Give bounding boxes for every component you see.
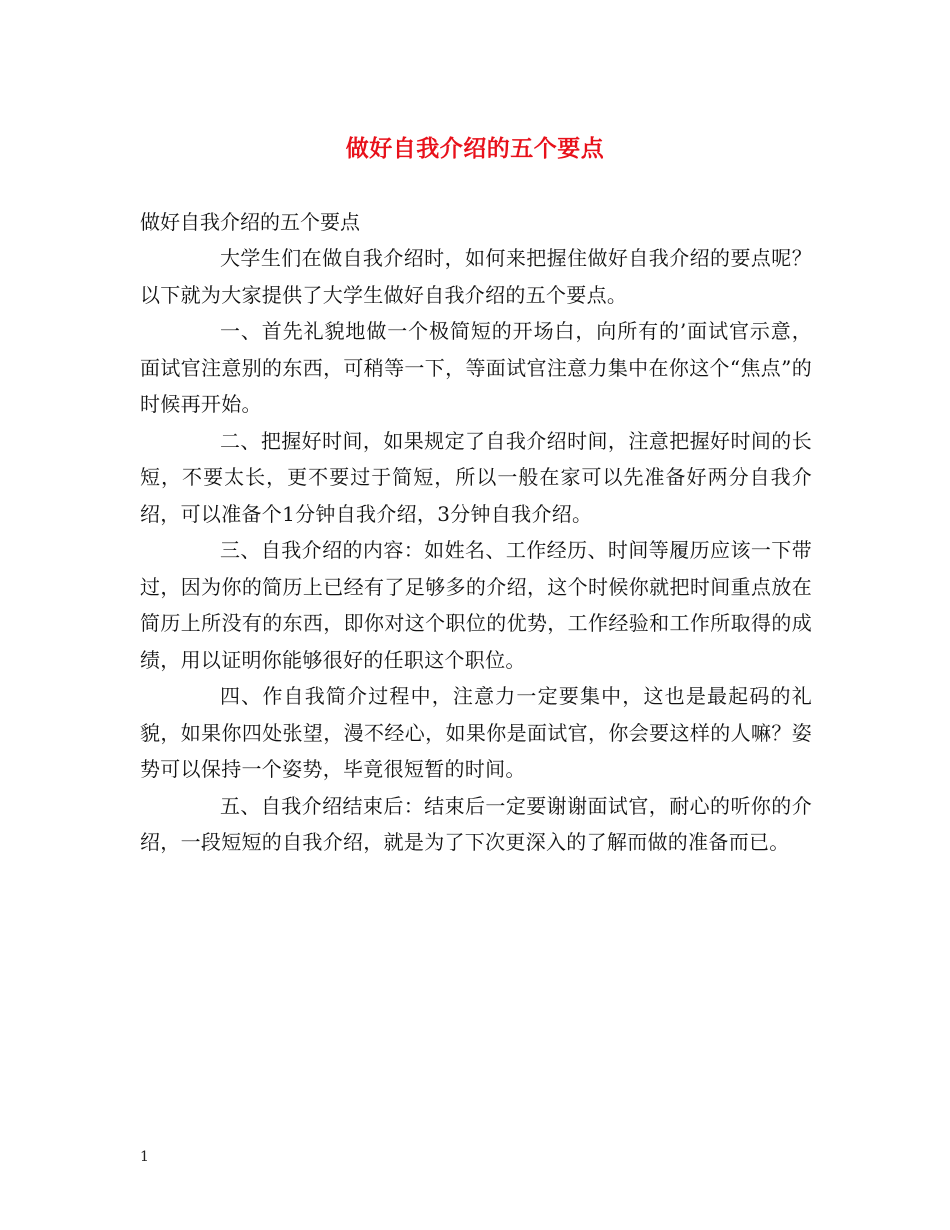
paragraph-point-5: 五、自我介绍结束后：结束后一定要谢谢面试官，耐心的听你的介绍，一段短短的自我介绍，就是为了下次更深入的了解而做的准备而已。 [140,793,812,854]
document-subtitle: 做好自我介绍的五个要点 [140,210,360,234]
page-title: 做好自我介绍的五个要点 [345,135,605,162]
paragraph-intro: 大学生们在做自我介绍时，如何来把握住做好自我介绍的要点呢？以下就为大家提供了大学生做好自我介绍的五个要点。 [140,246,812,307]
paragraph-point-3: 三、自我介绍的内容：如姓名、工作经历、时间等履历应该一下带过，因为你的简历上已经有了足够多的介绍，这个时候你就把时间重点放在简历上所没有的东西，即你对这个职位的优势，工作经验和工作所取得的成绩，用以证明你能够很好的任职这个职位。 [140,538,812,672]
paragraph-point-4: 四、作自我简介过程中，注意力一定要集中，这也是最起码的礼貌，如果你四处张望，漫不经心，如果你是面试官，你会要这样的人嘛？姿势可以保持一个姿势，毕竟很短暂的时间。 [140,684,812,781]
paragraph-point-2: 二、把握好时间，如果规定了自我介绍时间，注意把握好时间的长短，不要太长，更不要过于简短，所以一般在家可以先准备好两分自我介绍，可以准备个1分钟自我介绍，3分钟自我介绍。 [140,428,812,526]
paragraph-point-1: 一、首先礼貌地做一个极简短的开场白，向所有的’面试官示意，面试官注意别的东西，可稍等一下，等面试官注意力集中在你这个“焦点”的时候再开始。 [140,319,812,416]
page-number: 1 [140,1149,149,1165]
document-body [140,204,812,861]
